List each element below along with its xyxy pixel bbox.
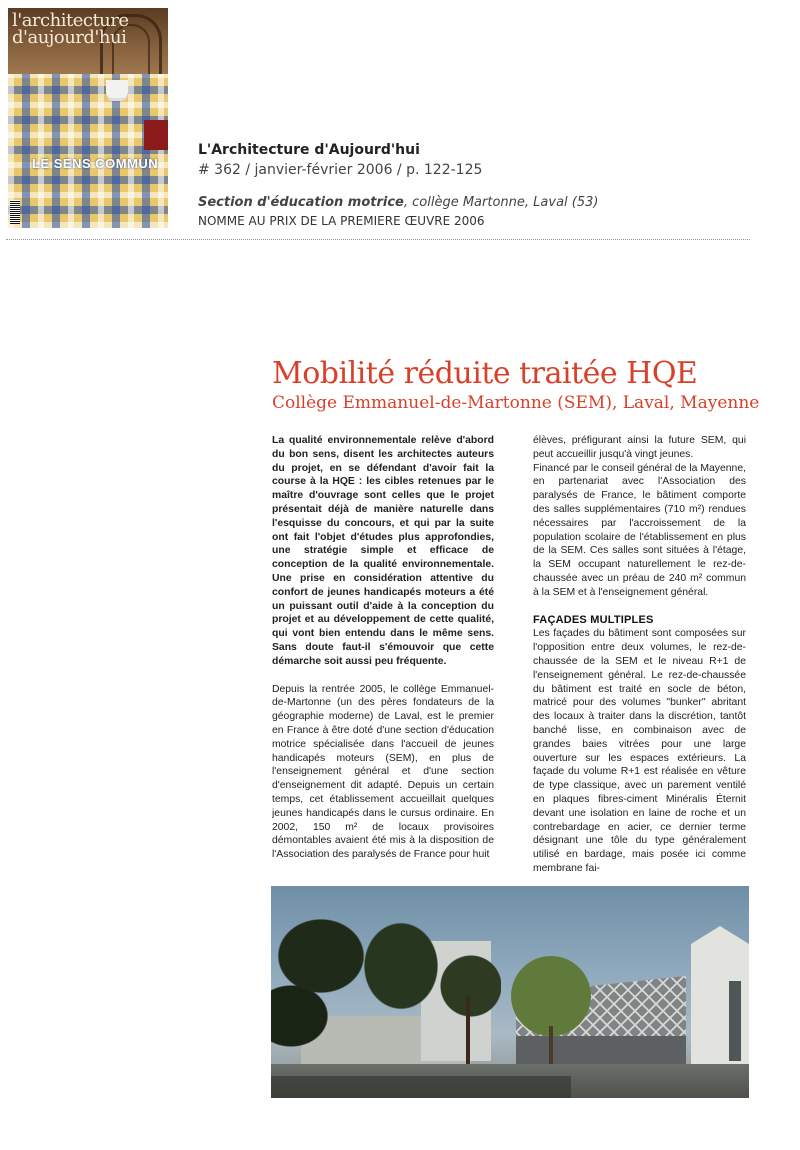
photo-young-tree-trunk [549,1026,553,1066]
dotted-separator [6,239,750,240]
article-lead-paragraph: La qualité environnementale relève d'abord du bon sens, disent les architectes auteurs du projet, en se défendant d'avoir fait la course à la HQE : les cibles retenues par le maître d'ouvrage sont celles que le projet présentait déjà de manière naturelle dans l'esquisse du concours, et qui par la suite ont fait l'objet d'études plus approfondies, une stratégie simple et efficace de conception de la qualité environnementale. Une prise en considération attentive du confort de jeunes handicapés moteurs a été un puissant outil d'aide à la conception du projet et au développement de cette qualité, qui vont bien entendu dans le même sens. Sans doute faut-il s'émouvoir que cette démarche soit aussi peu fréquente. [272,435,494,667]
article-body-paragraph: Depuis la rentrée 2005, le collège Emmanuel-de-Martonne (un des pères fondateurs de la géographie moderne) de Laval, est le premier en France à être doté d'une section d'éducation motrice spécialisée dans l'accueil de jeunes handicapés moteurs (SEM), en plus de l'enseignement général et d'une section d'enseignement dit adapté. Depuis un certain temps, cet établissement accueillait quelques jeunes handicapés dans le cursus ordinaire. En 2002, 150 m² de locaux provisoires démontables avaient été mis à la disposition de l'Association des paralysés de France pour huit [272,683,494,861]
section-heading: FAÇADES MULTIPLES [533,613,654,626]
photo-shadow [271,1076,571,1098]
magazine-cover [8,8,168,228]
section-detail: , collège Martonne, Laval (53) [403,195,599,210]
article-paragraph-1: élèves, préfigurant ainsi la future SEM, qui peut accueillir jusqu'à vingt jeunes. [533,435,746,460]
cover-title-line2: d'aujourd'hui [12,27,127,48]
article-subtitle: Collège Emmanuel-de-Martonne (SEM), Laval, Mayenne [272,393,760,413]
building-photo [271,886,749,1098]
photo-facade-base [516,1036,686,1066]
cover-title [12,12,162,46]
photo-window [729,981,741,1061]
cover-checkered-cloth [8,74,168,228]
cover-barcode [10,200,20,224]
cover-title-line1: l'architecture [12,10,129,31]
publication-name: L'Architecture d'Aujourd'hui [198,142,420,158]
publication-info [198,141,758,229]
section-line [198,194,758,212]
issue-info: # 362 / janvier-février 2006 / p. 122-125 [198,162,483,178]
article-paragraph-2: Financé par le conseil général de la Mayenne, en partenariat avec l'Association des paralysés de France, le bâtiment comporte des salles supplémentaires (710 m²) rendues nécessaires par l'accroissement de la population scolaire de l'établissement en plus de la SEM. Ces salles sont situées à l'étage, la SEM occupant naturellement le rez-de-chaussée avec un préau de 240 m² commun à la SEM et à l'enseignement général. [533,462,746,598]
article-column-left [272,434,494,862]
award-line: NOMME AU PRIX DE LA PREMIERE ŒUVRE 2006 [198,214,485,228]
photo-tree-trunk [466,996,470,1066]
cover-band-text: LE SENS COMMUN [32,156,159,171]
cover-cup [106,80,128,98]
article-column-right [533,434,746,876]
photo-young-tree [511,956,591,1036]
cover-box [144,120,168,150]
article-paragraph-3: Les façades du bâtiment sont composées sur l'opposition entre deux volumes, le rez-de-chaussée de la SEM et le niveau R+1 de l'enseignement général. Le rez-de-chaussée du bâtiment est traité en socle de béton, matricé pour des volumes "bunker" abritant des locaux à traiter dans la discrétion, tantôt banché lisse, en combinaison avec de grandes baies vitrées pour une large ouverture sur les espaces extérieurs. La façade du volume R+1 est réalisée en vêture de type classique, avec un parement ventilé en plaques fibres-ciment Minéralis Éternit devant une isolation en laine de roche et un contrebardage en acier, ce dernier terme désignant une tôle du type généralement utilisé en bardage, mais posée ici comme membrane fai- [533,628,746,874]
article-title: Mobilité réduite traitée HQE [272,356,698,391]
section-name: Section d'éducation motrice [198,195,404,210]
